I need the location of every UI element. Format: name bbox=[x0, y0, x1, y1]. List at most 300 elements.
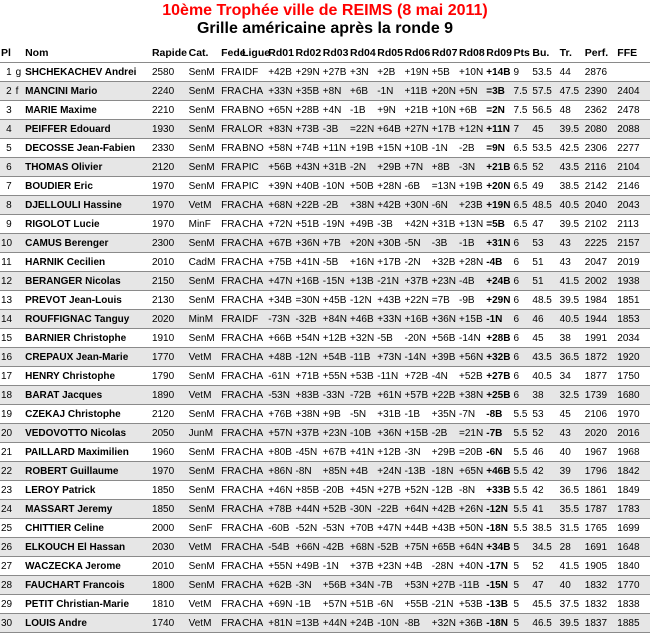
cell-league: BNO bbox=[241, 101, 267, 120]
cell-category: SenM bbox=[188, 405, 221, 424]
cell-truncated: 34 bbox=[559, 367, 584, 386]
cell-round-6: -2N bbox=[404, 253, 431, 272]
cell-place: 15 bbox=[0, 329, 15, 348]
table-row bbox=[0, 139, 650, 158]
cell-truncated: 40 bbox=[559, 576, 584, 595]
cell-round-5: +31B bbox=[376, 405, 403, 424]
cell-league: CHA bbox=[241, 595, 267, 614]
cell-title-letter: g bbox=[15, 63, 24, 82]
table-row bbox=[0, 329, 650, 348]
cell-round-5: +61N bbox=[376, 386, 403, 405]
cell-round-2: +43N bbox=[295, 158, 322, 177]
cell-truncated: 36.5 bbox=[559, 348, 584, 367]
cell-ffe-rating: 1750 bbox=[616, 367, 650, 386]
cell-performance: 2225 bbox=[584, 234, 617, 253]
cell-buchholz: 53 bbox=[531, 405, 558, 424]
cell-round-2: +28B bbox=[295, 101, 322, 120]
cell-name: SHCHEKACHEV Andrei bbox=[24, 63, 151, 82]
cell-rating: 1770 bbox=[151, 348, 188, 367]
cell-round-8: +10N bbox=[458, 63, 485, 82]
cell-federation: FRA bbox=[220, 614, 241, 633]
cell-category: SenM bbox=[188, 576, 221, 595]
cell-league: CHA bbox=[241, 82, 267, 101]
cell-place: 7 bbox=[0, 177, 15, 196]
cell-category: MinM bbox=[188, 310, 221, 329]
cell-place: 3 bbox=[0, 101, 15, 120]
cell-truncated: 39.5 bbox=[559, 614, 584, 633]
cell-ffe-rating: 2088 bbox=[616, 120, 650, 139]
cell-round-9: -12N bbox=[485, 500, 512, 519]
cell-federation: FRA bbox=[220, 424, 241, 443]
cell-points: 5 bbox=[513, 538, 532, 557]
cell-federation: FRA bbox=[220, 253, 241, 272]
cell-round-4: -5N bbox=[349, 405, 376, 424]
cell-performance: 2102 bbox=[584, 215, 617, 234]
cell-round-8: -1B bbox=[458, 234, 485, 253]
cell-federation: FRA bbox=[220, 196, 241, 215]
cell-federation: FRA bbox=[220, 386, 241, 405]
cell-federation: FRA bbox=[220, 329, 241, 348]
cell-round-2: -12N bbox=[295, 348, 322, 367]
cell-round-6: +55B bbox=[404, 595, 431, 614]
cell-round-3: -53N bbox=[322, 519, 349, 538]
header-league: Ligue bbox=[241, 43, 267, 63]
cell-round-7: -28N bbox=[431, 557, 458, 576]
cell-round-9: -15N bbox=[485, 576, 512, 595]
table-row bbox=[0, 120, 650, 139]
cell-round-5: +23N bbox=[376, 557, 403, 576]
cell-rating: 1960 bbox=[151, 443, 188, 462]
cell-category: SenM bbox=[188, 272, 221, 291]
cell-buchholz: 38 bbox=[531, 386, 558, 405]
cell-truncated: 39.5 bbox=[559, 120, 584, 139]
cell-league: PIC bbox=[241, 158, 267, 177]
cell-round-3: -15N bbox=[322, 272, 349, 291]
cell-round-1: +68N bbox=[267, 196, 294, 215]
cell-truncated: 39.5 bbox=[559, 291, 584, 310]
header-row bbox=[0, 43, 650, 63]
cell-round-9: +46B bbox=[485, 462, 512, 481]
cell-ffe-rating: 1849 bbox=[616, 481, 650, 500]
cell-league: CHA bbox=[241, 329, 267, 348]
cell-federation: FRA bbox=[220, 367, 241, 386]
cell-round-1: +39N bbox=[267, 177, 294, 196]
cell-round-5: +28N bbox=[376, 177, 403, 196]
cell-round-3: +45B bbox=[322, 291, 349, 310]
cell-buchholz: 56.5 bbox=[531, 101, 558, 120]
cell-round-2: +35B bbox=[295, 82, 322, 101]
cell-round-3: +85N bbox=[322, 462, 349, 481]
cell-round-4: +68N bbox=[349, 538, 376, 557]
cell-round-2: +38N bbox=[295, 405, 322, 424]
cell-name: FAUCHART Francois bbox=[24, 576, 151, 595]
cell-round-9: -1N bbox=[485, 310, 512, 329]
cell-rating: 1970 bbox=[151, 177, 188, 196]
header-rating: Rapide bbox=[151, 43, 188, 63]
cell-round-9: +31N bbox=[485, 234, 512, 253]
cell-round-7: -3B bbox=[431, 234, 458, 253]
cell-name: BERANGER Nicolas bbox=[24, 272, 151, 291]
cell-buchholz: 42 bbox=[531, 462, 558, 481]
cell-round-7: +23N bbox=[431, 272, 458, 291]
cell-performance: 1991 bbox=[584, 329, 617, 348]
cell-title-letter bbox=[15, 386, 24, 405]
cell-federation: FRA bbox=[220, 500, 241, 519]
cell-round-5: +33N bbox=[376, 310, 403, 329]
cell-round-2: -32B bbox=[295, 310, 322, 329]
cell-round-6: +15B bbox=[404, 424, 431, 443]
cell-round-3: +23N bbox=[322, 424, 349, 443]
cell-place: 25 bbox=[0, 519, 15, 538]
cell-ffe-rating: 1680 bbox=[616, 386, 650, 405]
cell-round-4: -11B bbox=[349, 348, 376, 367]
cell-round-7: +10N bbox=[431, 101, 458, 120]
cell-rating: 2120 bbox=[151, 405, 188, 424]
cell-place: 1 bbox=[0, 63, 15, 82]
cell-round-9: +11N bbox=[485, 120, 512, 139]
cell-rating: 1850 bbox=[151, 481, 188, 500]
cell-round-4: +20N bbox=[349, 234, 376, 253]
cell-round-8: +56N bbox=[458, 348, 485, 367]
cell-round-1: +65N bbox=[267, 101, 294, 120]
cell-title-letter bbox=[15, 272, 24, 291]
cell-round-1: +81N bbox=[267, 614, 294, 633]
cell-performance: 1837 bbox=[584, 614, 617, 633]
cell-round-2: -45N bbox=[295, 443, 322, 462]
cell-ffe-rating: 2019 bbox=[616, 253, 650, 272]
cell-category: SenM bbox=[188, 82, 221, 101]
cell-points: 5.5 bbox=[513, 462, 532, 481]
cell-place: 20 bbox=[0, 424, 15, 443]
cell-round-5: -21N bbox=[376, 272, 403, 291]
cell-ffe-rating: 2146 bbox=[616, 177, 650, 196]
cell-league: CHA bbox=[241, 196, 267, 215]
cell-round-5: +36N bbox=[376, 424, 403, 443]
cell-points: 6.5 bbox=[513, 158, 532, 177]
header-truncated: Tr. bbox=[559, 43, 584, 63]
table-row bbox=[0, 538, 650, 557]
cell-place: 22 bbox=[0, 462, 15, 481]
cell-performance: 1691 bbox=[584, 538, 617, 557]
cell-round-4: +19B bbox=[349, 139, 376, 158]
table-row bbox=[0, 177, 650, 196]
cell-round-1: -61N bbox=[267, 367, 294, 386]
cell-round-3: +4N bbox=[322, 101, 349, 120]
cell-buchholz: 46 bbox=[531, 443, 558, 462]
cell-rating: 1970 bbox=[151, 462, 188, 481]
cell-round-4: +38N bbox=[349, 196, 376, 215]
cell-round-9: -18N bbox=[485, 519, 512, 538]
cell-round-5: +15N bbox=[376, 139, 403, 158]
cell-round-4: -30N bbox=[349, 500, 376, 519]
header-round-8: Rd08 bbox=[458, 43, 485, 63]
cell-performance: 1872 bbox=[584, 348, 617, 367]
table-row bbox=[0, 614, 650, 633]
table-row bbox=[0, 310, 650, 329]
cell-league: CHA bbox=[241, 614, 267, 633]
cell-rating: 2300 bbox=[151, 234, 188, 253]
cell-round-6: -8B bbox=[404, 614, 431, 633]
cell-points: 6 bbox=[513, 329, 532, 348]
cell-league: CHA bbox=[241, 424, 267, 443]
cell-points: 7.5 bbox=[513, 101, 532, 120]
cell-round-8: +15B bbox=[458, 310, 485, 329]
cell-rating: 2210 bbox=[151, 101, 188, 120]
cell-round-8: +52B bbox=[458, 367, 485, 386]
cell-round-2: +51B bbox=[295, 215, 322, 234]
cell-buchholz: 45 bbox=[531, 120, 558, 139]
cell-round-7: =13N bbox=[431, 177, 458, 196]
cell-round-3: +67B bbox=[322, 443, 349, 462]
cell-truncated: 39 bbox=[559, 462, 584, 481]
cell-round-3: +57N bbox=[322, 595, 349, 614]
cell-league: CHA bbox=[241, 367, 267, 386]
cell-performance: 1796 bbox=[584, 462, 617, 481]
cell-rating: 2330 bbox=[151, 139, 188, 158]
cell-truncated: 40.5 bbox=[559, 196, 584, 215]
cell-round-7: +43B bbox=[431, 519, 458, 538]
cell-points: 5.5 bbox=[513, 424, 532, 443]
cell-rating: 2120 bbox=[151, 158, 188, 177]
cell-league: CHA bbox=[241, 538, 267, 557]
cell-title-letter bbox=[15, 614, 24, 633]
cell-points: 6.5 bbox=[513, 139, 532, 158]
cell-round-9: +29N bbox=[485, 291, 512, 310]
cell-round-3: -1N bbox=[322, 557, 349, 576]
cell-round-7: +36N bbox=[431, 310, 458, 329]
cell-name: LEROY Patrick bbox=[24, 481, 151, 500]
cell-place: 26 bbox=[0, 538, 15, 557]
cell-name: MANCINI Mario bbox=[24, 82, 151, 101]
cell-points: 6 bbox=[513, 253, 532, 272]
header-round-3: Rd03 bbox=[322, 43, 349, 63]
cell-round-7: +8B bbox=[431, 158, 458, 177]
cell-round-6: -20N bbox=[404, 329, 431, 348]
cell-category: SenM bbox=[188, 158, 221, 177]
cell-federation: FRA bbox=[220, 272, 241, 291]
cell-title-letter bbox=[15, 348, 24, 367]
cell-round-8: +12N bbox=[458, 120, 485, 139]
cell-truncated: 43 bbox=[559, 234, 584, 253]
cell-round-4: +50B bbox=[349, 177, 376, 196]
cell-rating: 1800 bbox=[151, 576, 188, 595]
cell-round-5: -11N bbox=[376, 367, 403, 386]
cell-points: 6.5 bbox=[513, 196, 532, 215]
cell-buchholz: 57.5 bbox=[531, 82, 558, 101]
cell-category: VetM bbox=[188, 348, 221, 367]
cell-round-4: -1B bbox=[349, 101, 376, 120]
table-row bbox=[0, 424, 650, 443]
cell-round-9: +21B bbox=[485, 158, 512, 177]
header-performance: Perf. bbox=[584, 43, 617, 63]
cell-round-3: -5B bbox=[322, 253, 349, 272]
table-row bbox=[0, 291, 650, 310]
cell-buchholz: 49 bbox=[531, 177, 558, 196]
cell-performance: 2106 bbox=[584, 405, 617, 424]
cell-federation: FRA bbox=[220, 481, 241, 500]
cell-buchholz: 45.5 bbox=[531, 595, 558, 614]
cell-name: BARAT Jacques bbox=[24, 386, 151, 405]
cell-category: SenF bbox=[188, 519, 221, 538]
cell-buchholz: 52 bbox=[531, 424, 558, 443]
cell-truncated: 38 bbox=[559, 329, 584, 348]
cell-performance: 2390 bbox=[584, 82, 617, 101]
cell-round-5: +2B bbox=[376, 63, 403, 82]
table-row bbox=[0, 405, 650, 424]
table-row bbox=[0, 272, 650, 291]
cell-round-5: -22B bbox=[376, 500, 403, 519]
cell-round-5: -52B bbox=[376, 538, 403, 557]
cell-points: 5 bbox=[513, 614, 532, 633]
cell-title-letter bbox=[15, 196, 24, 215]
cell-round-9: -7B bbox=[485, 424, 512, 443]
cell-federation: FRA bbox=[220, 177, 241, 196]
cell-round-5: +47N bbox=[376, 519, 403, 538]
cell-round-9: =9N bbox=[485, 139, 512, 158]
header-category: Cat. bbox=[188, 43, 221, 63]
cell-round-6: +7N bbox=[404, 158, 431, 177]
cell-round-2: +73B bbox=[295, 120, 322, 139]
cell-category: MinF bbox=[188, 215, 221, 234]
cell-federation: FRA bbox=[220, 576, 241, 595]
cell-buchholz: 47 bbox=[531, 576, 558, 595]
cell-name: LOUIS Andre bbox=[24, 614, 151, 633]
cell-round-8: -4B bbox=[458, 272, 485, 291]
cell-category: SenM bbox=[188, 291, 221, 310]
cell-title-letter: f bbox=[15, 82, 24, 101]
cell-name: THOMAS Olivier bbox=[24, 158, 151, 177]
cell-buchholz: 53.5 bbox=[531, 139, 558, 158]
cell-truncated: 43 bbox=[559, 424, 584, 443]
cell-round-3: -2B bbox=[322, 196, 349, 215]
cell-buchholz: 52 bbox=[531, 158, 558, 177]
cell-round-1: -60B bbox=[267, 519, 294, 538]
cell-federation: FRA bbox=[220, 158, 241, 177]
cell-performance: 2876 bbox=[584, 63, 617, 82]
cell-round-1: +47N bbox=[267, 272, 294, 291]
cell-ffe-rating: 1840 bbox=[616, 557, 650, 576]
cell-category: SenM bbox=[188, 63, 221, 82]
header-place: Pl bbox=[0, 43, 15, 63]
cell-round-7: +39B bbox=[431, 348, 458, 367]
cell-round-2: +74B bbox=[295, 139, 322, 158]
cell-category: SenM bbox=[188, 120, 221, 139]
cell-buchholz: 47 bbox=[531, 215, 558, 234]
cell-title-letter bbox=[15, 519, 24, 538]
cell-round-1: +57N bbox=[267, 424, 294, 443]
cell-round-2: +37B bbox=[295, 424, 322, 443]
cell-title-letter bbox=[15, 367, 24, 386]
cell-buchholz: 51 bbox=[531, 253, 558, 272]
cell-category: VetM bbox=[188, 614, 221, 633]
cell-round-2: -8N bbox=[295, 462, 322, 481]
cell-category: VetM bbox=[188, 386, 221, 405]
header-round-7: Rd07 bbox=[431, 43, 458, 63]
cell-points: 5 bbox=[513, 557, 532, 576]
cell-round-5: +17B bbox=[376, 253, 403, 272]
cell-round-3: +31B bbox=[322, 158, 349, 177]
cell-ffe-rating bbox=[616, 63, 650, 82]
cell-truncated: 41.5 bbox=[559, 557, 584, 576]
cell-truncated: 43 bbox=[559, 253, 584, 272]
cell-place: 12 bbox=[0, 272, 15, 291]
cell-ffe-rating: 2104 bbox=[616, 158, 650, 177]
cell-title-letter bbox=[15, 139, 24, 158]
cell-performance: 2116 bbox=[584, 158, 617, 177]
cell-round-8: +53B bbox=[458, 595, 485, 614]
cell-round-1: +76B bbox=[267, 405, 294, 424]
cell-truncated: 38.5 bbox=[559, 177, 584, 196]
cell-place: 14 bbox=[0, 310, 15, 329]
cell-buchholz: 53.5 bbox=[531, 63, 558, 82]
cell-round-6: +11B bbox=[404, 82, 431, 101]
cell-round-2: +83B bbox=[295, 386, 322, 405]
cell-round-9: +20N bbox=[485, 177, 512, 196]
cell-league: CHA bbox=[241, 253, 267, 272]
cell-round-1: +80B bbox=[267, 443, 294, 462]
cell-round-7: -4N bbox=[431, 367, 458, 386]
cell-round-7: +32B bbox=[431, 253, 458, 272]
cell-place: 18 bbox=[0, 386, 15, 405]
cell-buchholz: 48.5 bbox=[531, 291, 558, 310]
cell-place: 23 bbox=[0, 481, 15, 500]
cell-rating: 1970 bbox=[151, 215, 188, 234]
cell-federation: FRA bbox=[220, 557, 241, 576]
cell-name: CREPAUX Jean-Marie bbox=[24, 348, 151, 367]
cell-title-letter bbox=[15, 481, 24, 500]
cell-ffe-rating: 1853 bbox=[616, 310, 650, 329]
cell-league: IDF bbox=[241, 63, 267, 82]
cell-round-7: +29B bbox=[431, 443, 458, 462]
cell-round-9: +33B bbox=[485, 481, 512, 500]
cell-league: CHA bbox=[241, 234, 267, 253]
cell-title-letter bbox=[15, 234, 24, 253]
cell-performance: 2362 bbox=[584, 101, 617, 120]
table-row bbox=[0, 386, 650, 405]
cell-round-5: -3B bbox=[376, 215, 403, 234]
cell-federation: FRA bbox=[220, 443, 241, 462]
cell-performance: 1832 bbox=[584, 576, 617, 595]
cell-round-4: +13B bbox=[349, 272, 376, 291]
cell-title-letter bbox=[15, 329, 24, 348]
cell-round-6: +30N bbox=[404, 196, 431, 215]
cell-round-5: +64B bbox=[376, 120, 403, 139]
cell-category: SenM bbox=[188, 367, 221, 386]
cell-place: 10 bbox=[0, 234, 15, 253]
cell-federation: FRA bbox=[220, 291, 241, 310]
cell-round-3: +27B bbox=[322, 63, 349, 82]
cell-round-1: +67B bbox=[267, 234, 294, 253]
cell-place: 17 bbox=[0, 367, 15, 386]
cell-round-3: -20B bbox=[322, 481, 349, 500]
cell-federation: FRA bbox=[220, 82, 241, 101]
cell-points: 7 bbox=[513, 120, 532, 139]
cell-category: SenM bbox=[188, 139, 221, 158]
cell-federation: FRA bbox=[220, 215, 241, 234]
cell-round-1: +46N bbox=[267, 481, 294, 500]
cell-league: CHA bbox=[241, 443, 267, 462]
cell-round-3: -19N bbox=[322, 215, 349, 234]
cell-performance: 1877 bbox=[584, 367, 617, 386]
cell-title-letter bbox=[15, 158, 24, 177]
cell-league: CHA bbox=[241, 500, 267, 519]
tournament-title: 10ème Trophée ville de REIMS (8 mai 2011) bbox=[162, 2, 488, 19]
cell-round-9: =2N bbox=[485, 101, 512, 120]
cell-truncated: 41.5 bbox=[559, 272, 584, 291]
cell-league: IDF bbox=[241, 310, 267, 329]
cell-league: CHA bbox=[241, 291, 267, 310]
header-round-1: Rd01 bbox=[267, 43, 294, 63]
